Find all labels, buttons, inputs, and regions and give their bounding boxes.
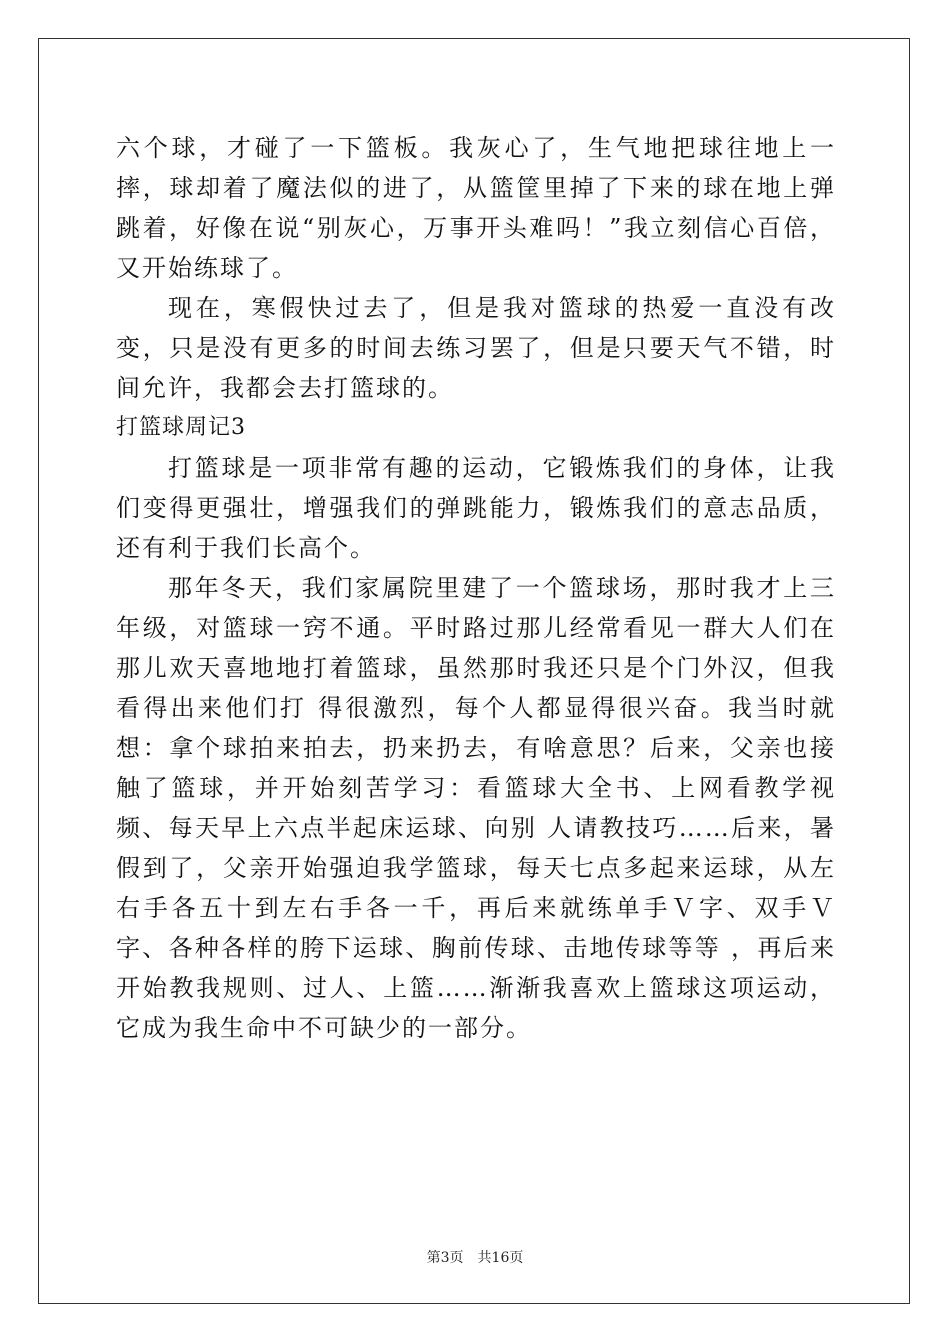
paragraph-2: 现在，寒假快过去了，但是我对篮球的热爱一直没有改变，只是没有更多的时间去练习罢了，但是只要天气不错，时间允许，我都会去打篮球的。 xyxy=(116,294,836,402)
paragraph-4: 那年冬天，我们家属院里建了一个篮球场，那时我才上三年级，对篮球一窍不通。平时路过那儿经常看见一群大人们在那儿欢天喜地地打着篮球，虽然那时我还只是个门外汉，但我看得出来他们打 得很激烈，每个人都显得很兴奋。我当时就想：拿个球拍来拍去，扔来扔去，有啥意思？后来，父亲也接触了篮球，并开始刻苦学习：看篮球大全书、上网看教学视频、每天早上六点半起床运球、向别 人请教技巧……后来，暑假到了，父亲开始强迫我学篮球，每天七点多起来运球，从左右手各五十到左右手各一千，再后来就练单手Ｖ字、双手Ｖ字、各种各样的胯下运球、胸前传球、击地传球等等 ，再后来开始教我规则、过人、上篮……渐渐我喜欢上篮球这项运动，它成为我生命中不可缺少的一部分。 xyxy=(116,574,836,1042)
document-body xyxy=(116,128,836,1048)
paragraph-1: 六个球，才碰了一下篮板。我灰心了，生气地把球往地上一摔，球却着了魔法似的进了，从篮筐里掉了下来的球在地上弹跳着，好像在说“别灰心，万事开头难吗！”我立刻信心百倍，又开始练球了。 xyxy=(116,134,836,282)
paragraph-3: 打篮球是一项非常有趣的运动，它锻炼我们的身体，让我们变得更强壮，增强我们的弹跳能力，锻炼我们的意志品质，还有利于我们长高个。 xyxy=(116,454,836,562)
page-total: 共16页 xyxy=(477,1250,524,1266)
section-heading: 打篮球周记3 xyxy=(116,415,246,440)
page-footer xyxy=(0,1248,950,1268)
page-number: 第3页 xyxy=(426,1250,464,1266)
